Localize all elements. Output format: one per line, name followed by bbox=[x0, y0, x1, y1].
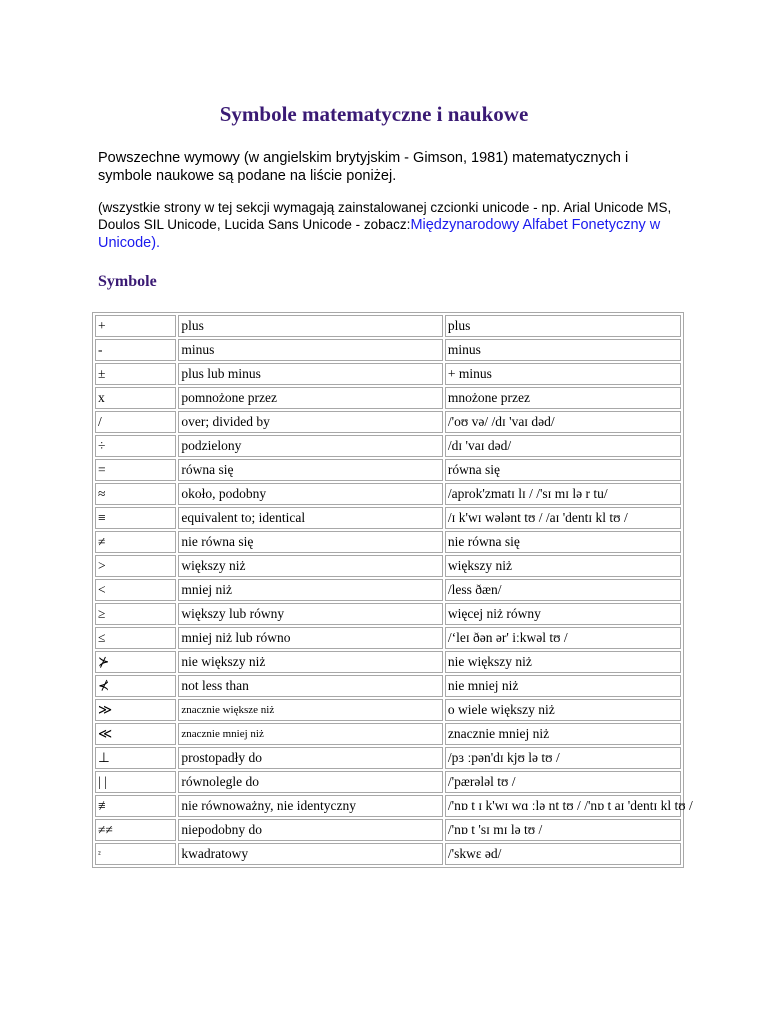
pronunciation-cell: nie równa się bbox=[445, 531, 681, 553]
table-row bbox=[95, 459, 681, 481]
symbol-cell: - bbox=[95, 339, 176, 361]
symbol-cell: | | bbox=[95, 771, 176, 793]
name-cell: kwadratowy bbox=[178, 843, 443, 865]
name-cell: około, podobny bbox=[178, 483, 443, 505]
pronunciation-cell: /ɪ k'wɪ wələnt tʊ / /aɪ 'dentɪ kl tʊ / bbox=[445, 507, 681, 529]
pronunciation-cell: minus bbox=[445, 339, 681, 361]
symbol-cell: ≪ bbox=[95, 723, 176, 745]
name-cell: equivalent to; identical bbox=[178, 507, 443, 529]
table-row bbox=[95, 411, 681, 433]
pronunciation-cell: nie większy niż bbox=[445, 651, 681, 673]
table-row bbox=[95, 339, 681, 361]
table-row bbox=[95, 507, 681, 529]
pronunciation-cell: nie mniej niż bbox=[445, 675, 681, 697]
font-note bbox=[98, 199, 698, 252]
symbol-cell: ≫ bbox=[95, 699, 176, 721]
table-row bbox=[95, 627, 681, 649]
name-cell: plus bbox=[178, 315, 443, 337]
table-row bbox=[95, 579, 681, 601]
table-row bbox=[95, 675, 681, 697]
pronunciation-cell: /'skwɛ əd/ bbox=[445, 843, 681, 865]
name-cell: większy niż bbox=[178, 555, 443, 577]
pronunciation-cell: /'nɒ t ɪ k'wɪ wɑ ːlə nt tʊ / /'nɒ t aɪ 'dentɪ kl tʊ / bbox=[445, 795, 681, 817]
name-cell: minus bbox=[178, 339, 443, 361]
intro-paragraph: Powszechne wymowy (w angielskim brytyjskim - Gimson, 1981) matematycznych i symbole naukowe są podane na liście poniżej. bbox=[98, 150, 629, 184]
symbol-cell: ≠≠ bbox=[95, 819, 176, 841]
table-row bbox=[95, 819, 681, 841]
name-cell: mniej niż bbox=[178, 579, 443, 601]
pronunciation-cell: /‘leɪ ðən ər' iːkwəl tʊ / bbox=[445, 627, 681, 649]
symbol-cell: ≠ bbox=[95, 531, 176, 553]
symbol-cell: ± bbox=[95, 363, 176, 385]
symbol-cell: ⊁ bbox=[95, 651, 176, 673]
pronunciation-cell: /pɜ ːpən'dɪ kjʊ lə tʊ / bbox=[445, 747, 681, 769]
pronunciation-cell: + minus bbox=[445, 363, 681, 385]
name-cell: podzielony bbox=[178, 435, 443, 457]
table-row bbox=[95, 603, 681, 625]
table-row bbox=[95, 435, 681, 457]
name-cell: nie większy niż bbox=[178, 651, 443, 673]
section-heading-symbols: Symbole bbox=[98, 273, 157, 290]
table-row bbox=[95, 723, 681, 745]
name-cell: not less than bbox=[178, 675, 443, 697]
table-row bbox=[95, 651, 681, 673]
table-row bbox=[95, 771, 681, 793]
symbol-cell: > bbox=[95, 555, 176, 577]
symbol-cell: / bbox=[95, 411, 176, 433]
pronunciation-cell: /'pærələl tʊ / bbox=[445, 771, 681, 793]
symbol-cell: < bbox=[95, 579, 176, 601]
symbol-cell: = bbox=[95, 459, 176, 481]
table-row bbox=[95, 387, 681, 409]
pronunciation-cell: /dɪ 'vaɪ dəd/ bbox=[445, 435, 681, 457]
symbol-cell: ≥ bbox=[95, 603, 176, 625]
pronunciation-cell: /'nɒ t 'sɪ mɪ lə tʊ / bbox=[445, 819, 681, 841]
symbol-cell: ⊥ bbox=[95, 747, 176, 769]
symbol-cell: ≢ bbox=[95, 795, 176, 817]
symbol-cell: ⊀ bbox=[95, 675, 176, 697]
page-title: Symbole matematyczne i naukowe bbox=[219, 102, 529, 126]
table-row bbox=[95, 531, 681, 553]
name-cell: over; divided by bbox=[178, 411, 443, 433]
name-cell: nie równa się bbox=[178, 531, 443, 553]
table-row bbox=[95, 363, 681, 385]
symbol-cell: x bbox=[95, 387, 176, 409]
symbol-cell: ² bbox=[95, 843, 176, 865]
ipa-unicode-link[interactable]: Międzynarodowy Alfabet Fonetyczny w Unicode). bbox=[98, 217, 661, 251]
name-cell: większy lub równy bbox=[178, 603, 443, 625]
name-cell: pomnożone przez bbox=[178, 387, 443, 409]
table-row bbox=[95, 483, 681, 505]
name-cell: równa się bbox=[178, 459, 443, 481]
symbols-table bbox=[92, 312, 693, 868]
table-row bbox=[95, 555, 681, 577]
pronunciation-cell: plus bbox=[445, 315, 681, 337]
font-note-text: (wszystkie strony w tej sekcji wymagają zainstalowanej czcionki unicode - np. Arial Unicode MS, Doulos SIL Unicode, Lucida Sans Unicode - zobacz: bbox=[98, 200, 672, 232]
table-row bbox=[95, 699, 681, 721]
symbols-table-body bbox=[95, 315, 693, 865]
symbol-cell: ÷ bbox=[95, 435, 176, 457]
pronunciation-cell: większy niż bbox=[445, 555, 681, 577]
name-cell: niepodobny do bbox=[178, 819, 443, 841]
table-row bbox=[95, 795, 681, 817]
symbol-cell: ≤ bbox=[95, 627, 176, 649]
name-cell: mniej niż lub równo bbox=[178, 627, 443, 649]
name-cell: nie równoważny, nie identyczny bbox=[178, 795, 443, 817]
pronunciation-cell: /less ðæn/ bbox=[445, 579, 681, 601]
pronunciation-cell: o wiele większy niż bbox=[445, 699, 681, 721]
symbol-cell: ≈ bbox=[95, 483, 176, 505]
table-row bbox=[95, 315, 681, 337]
pronunciation-cell: więcej niż równy bbox=[445, 603, 681, 625]
symbol-cell: ≡ bbox=[95, 507, 176, 529]
name-cell: plus lub minus bbox=[178, 363, 443, 385]
pronunciation-cell: znacznie mniej niż bbox=[445, 723, 681, 745]
pronunciation-cell: /'oʊ və/ /dɪ 'vaɪ dəd/ bbox=[445, 411, 681, 433]
symbol-cell: + bbox=[95, 315, 176, 337]
pronunciation-cell: /aprok'zmatɪ lɪ / /'sɪ mɪ lə r tu/ bbox=[445, 483, 681, 505]
name-cell: znacznie większe niż bbox=[178, 699, 443, 721]
name-cell: prostopadły do bbox=[178, 747, 443, 769]
pronunciation-cell: równa się bbox=[445, 459, 681, 481]
table-row bbox=[95, 843, 681, 865]
pronunciation-cell: mnożone przez bbox=[445, 387, 681, 409]
name-cell: znacznie mniej niż bbox=[178, 723, 443, 745]
name-cell: równolegle do bbox=[178, 771, 443, 793]
table-row bbox=[95, 747, 681, 769]
